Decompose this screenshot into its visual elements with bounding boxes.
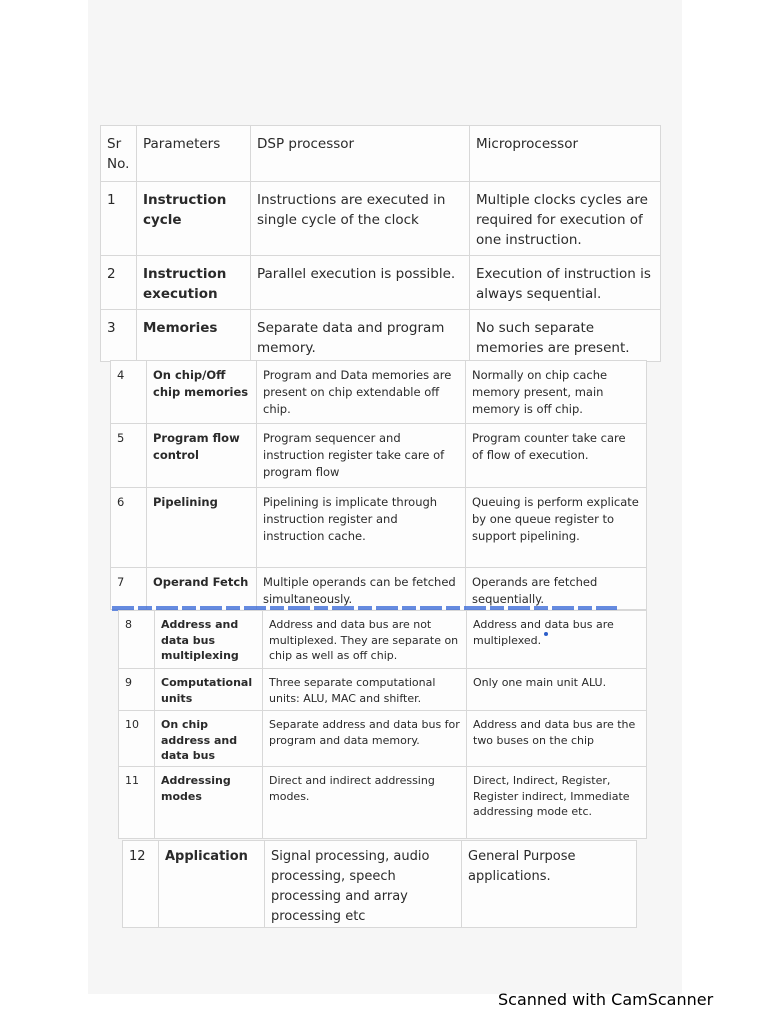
row-sr: 6 (111, 488, 147, 568)
table-row (123, 841, 637, 928)
row-parameter: Addressing modes (155, 767, 263, 839)
row-parameter: On chip/Off chip memories (147, 361, 257, 424)
row-sr: 3 (101, 310, 137, 362)
comparison-table-part-1 (100, 125, 661, 362)
row-parameter: Instruction cycle (137, 182, 251, 256)
row-micro: Multiple clocks cycles are required for execution of one instruction. (470, 182, 661, 256)
row-sr: 9 (119, 669, 155, 711)
row-dsp: Program sequencer and instruction register take care of program flow (257, 424, 466, 488)
row-dsp: Three separate computational units: ALU, MAC and shifter. (263, 669, 467, 711)
table-row (119, 711, 647, 767)
row-micro: Address and data bus are the two buses on the chip (467, 711, 647, 767)
row-sr: 7 (111, 568, 147, 610)
table-row (111, 488, 647, 568)
row-micro: Address and data bus are multiplexed. (467, 611, 647, 669)
row-parameter: Application (159, 841, 265, 928)
row-dsp: Parallel execution is possible. (251, 256, 470, 310)
row-parameter: Program flow control (147, 424, 257, 488)
row-sr: 10 (119, 711, 155, 767)
header-dsp-processor: DSP processor (251, 126, 470, 182)
camscanner-watermark: Scanned with CamScanner (498, 990, 714, 1009)
row-parameter: Memories (137, 310, 251, 362)
row-parameter: Instruction execution (137, 256, 251, 310)
row-dsp: Separate data and program memory. (251, 310, 470, 362)
table-row (101, 182, 661, 256)
row-parameter: Operand Fetch (147, 568, 257, 610)
row-sr: 12 (123, 841, 159, 928)
table-header-row (101, 126, 661, 182)
row-dsp: Program and Data memories are present on chip extendable off chip. (257, 361, 466, 424)
row-sr: 4 (111, 361, 147, 424)
scan-artifact-dot (544, 632, 548, 636)
row-dsp: Signal processing, audio processing, speech processing and array processing etc (265, 841, 462, 928)
table-row (101, 310, 661, 362)
table-row (111, 424, 647, 488)
row-dsp: Pipelining is implicate through instruction register and instruction cache. (257, 488, 466, 568)
row-dsp: Multiple operands can be fetched simultaneously. (257, 568, 466, 610)
row-micro: Only one main unit ALU. (467, 669, 647, 711)
row-micro: No such separate memories are present. (470, 310, 661, 362)
row-parameter: Address and data bus multiplexing (155, 611, 263, 669)
table-row (111, 568, 647, 610)
row-parameter: Pipelining (147, 488, 257, 568)
row-micro: Normally on chip cache memory present, main memory is off chip. (466, 361, 647, 424)
header-microprocessor: Microprocessor (470, 126, 661, 182)
row-micro: General Purpose applications. (462, 841, 637, 928)
row-dsp: Separate address and data bus for program and data memory. (263, 711, 467, 767)
comparison-table-part-3 (118, 610, 647, 839)
row-sr: 11 (119, 767, 155, 839)
row-micro: Queuing is perform explicate by one queue register to support pipelining. (466, 488, 647, 568)
comparison-table-part-4 (122, 840, 637, 928)
header-sr-no: Sr No. (101, 126, 137, 182)
header-parameters: Parameters (137, 126, 251, 182)
row-micro: Direct, Indirect, Register, Register indirect, Immediate addressing mode etc. (467, 767, 647, 839)
table-row (101, 256, 661, 310)
row-parameter: On chip address and data bus (155, 711, 263, 767)
table-row (119, 767, 647, 839)
row-dsp: Instructions are executed in single cycle of the clock (251, 182, 470, 256)
table-row (119, 669, 647, 711)
comparison-table-part-2 (110, 360, 647, 610)
row-micro: Operands are fetched sequentially. (466, 568, 647, 610)
row-sr: 8 (119, 611, 155, 669)
row-dsp: Address and data bus are not multiplexed. They are separate on chip as well as off chip. (263, 611, 467, 669)
table-row (119, 611, 647, 669)
row-parameter: Computational units (155, 669, 263, 711)
row-micro: Program counter take care of flow of execution. (466, 424, 647, 488)
row-dsp: Direct and indirect addressing modes. (263, 767, 467, 839)
row-sr: 1 (101, 182, 137, 256)
row-micro: Execution of instruction is always sequential. (470, 256, 661, 310)
row-sr: 2 (101, 256, 137, 310)
row-sr: 5 (111, 424, 147, 488)
table-row (111, 361, 647, 424)
